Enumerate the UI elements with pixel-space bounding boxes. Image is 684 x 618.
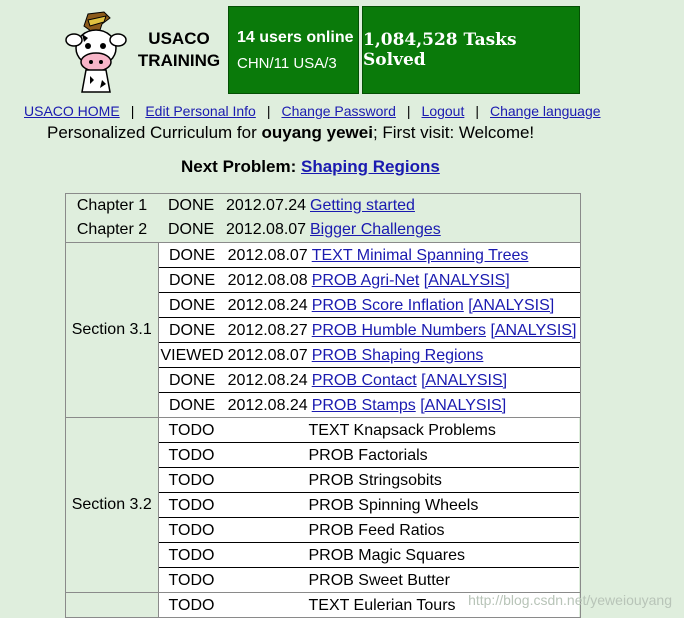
problem-row: [159, 468, 579, 493]
problem-date: 2012.08.24: [227, 296, 308, 314]
title-line-training: TRAINING: [137, 51, 221, 70]
problem-title: PROB Sweet Butter: [308, 571, 450, 589]
problem-title-link[interactable]: PROB Shaping Regions: [311, 346, 484, 364]
problem-title-cell: [312, 293, 581, 318]
problem-title-cell: [312, 368, 581, 393]
welcome-line: [47, 123, 534, 143]
problem-status: TODO: [168, 496, 215, 514]
problem-title-cell: [312, 268, 581, 293]
problem-row: [159, 418, 579, 443]
chapter-title-link[interactable]: Getting started: [310, 197, 415, 214]
problem-list: [159, 418, 579, 592]
problem-row: [159, 568, 579, 593]
problem-status: VIEWED: [160, 346, 224, 364]
problem-title-cell: [309, 443, 579, 468]
problem-status: DONE: [168, 246, 216, 264]
problem-title-cell: [312, 243, 581, 268]
problem-status: TODO: [168, 446, 215, 464]
problem-row: [159, 493, 579, 518]
users-online-box: [228, 6, 359, 94]
training-title: [136, 28, 222, 72]
problem-title-cell: [309, 568, 579, 593]
nav-change-language-link[interactable]: Change language: [490, 103, 601, 119]
welcome-username: ouyang yewei: [261, 123, 373, 142]
analysis-link[interactable]: [ANALYSIS]: [490, 321, 577, 339]
problem-status: TODO: [168, 571, 215, 589]
problem-title-cell: [312, 393, 581, 418]
problem-date: 2012.08.24: [227, 396, 308, 414]
curriculum-table: [65, 193, 581, 618]
nav-bar: [24, 103, 601, 119]
problem-date: [227, 443, 309, 468]
problem-row: [159, 543, 579, 568]
problem-date: [227, 518, 309, 543]
section-name: [66, 593, 159, 618]
problem-title-link[interactable]: PROB Agri-Net: [311, 271, 420, 289]
problem-date: [227, 568, 309, 593]
problem-date: 2012.08.07: [227, 346, 308, 364]
nav-usaco-home-link[interactable]: USACO HOME: [24, 103, 120, 119]
section-name: Section 3.2: [66, 418, 159, 593]
problem-status: TODO: [168, 421, 215, 439]
chapter-row: [66, 194, 581, 219]
next-problem: [181, 157, 440, 177]
chapter-info: [158, 218, 581, 243]
problem-status: DONE: [168, 271, 216, 289]
problem-title: TEXT Eulerian Tours: [308, 596, 456, 614]
problem-row: [159, 343, 581, 368]
problem-title-link[interactable]: PROB Contact: [311, 371, 417, 389]
section-name: Section 3.1: [66, 243, 159, 418]
problem-row: [159, 518, 579, 543]
chapter-name: Chapter 1: [76, 197, 148, 214]
problem-status: TODO: [168, 521, 215, 539]
problem-title: PROB Spinning Wheels: [308, 496, 479, 514]
problem-title-cell: [309, 468, 579, 493]
analysis-link[interactable]: [ANALYSIS]: [420, 396, 507, 414]
nav-separator: |: [475, 103, 479, 119]
problem-title-link[interactable]: PROB Score Inflation: [311, 296, 464, 314]
nav-separator: |: [406, 103, 411, 119]
chapter-title-link[interactable]: Bigger Challenges: [310, 221, 441, 238]
problem-status: TODO: [168, 471, 215, 489]
section-row: [66, 243, 581, 418]
problem-date: [227, 543, 309, 568]
analysis-link[interactable]: [ANALYSIS]: [468, 296, 555, 314]
welcome-suffix: ; First visit: Welcome!: [372, 123, 535, 142]
chapter-date: 2012.07.24: [226, 197, 307, 214]
usaco-cow-logo: [58, 10, 134, 96]
problem-title-cell: [309, 543, 579, 568]
problem-row: [159, 243, 581, 268]
chapter-status: DONE: [168, 197, 215, 214]
problem-status: DONE: [168, 371, 216, 389]
next-problem-label: Next Problem:: [181, 157, 297, 176]
watermark: http://blog.csdn.net/yeweiouyang: [468, 592, 672, 608]
problem-title-link[interactable]: PROB Stamps: [311, 396, 416, 414]
problem-date: [227, 418, 309, 443]
nav-logout-link[interactable]: Logout: [421, 103, 465, 119]
problem-row: [159, 368, 581, 393]
analysis-link[interactable]: [ANALYSIS]: [423, 271, 510, 289]
problem-row: [159, 318, 581, 343]
tasks-solved-box: [362, 6, 580, 94]
section-row: [66, 418, 581, 593]
analysis-link[interactable]: [ANALYSIS]: [421, 371, 508, 389]
problem-date: 2012.08.27: [227, 321, 308, 339]
problem-title: PROB Feed Ratios: [308, 521, 445, 539]
problem-date: [227, 593, 309, 617]
problem-status: DONE: [168, 396, 216, 414]
problem-title: PROB Magic Squares: [308, 546, 466, 564]
problem-row: [159, 293, 581, 318]
section-problems: [158, 418, 581, 593]
problem-date: [227, 468, 309, 493]
problem-date: 2012.08.24: [227, 371, 308, 389]
problem-status: TODO: [168, 546, 215, 564]
chapter-status: DONE: [168, 221, 215, 238]
tasks-solved-text: 1,084,528 Tasks Solved: [363, 30, 517, 70]
problem-title: PROB Factorials: [308, 446, 428, 464]
problem-date: [227, 493, 309, 518]
problem-status: DONE: [168, 296, 216, 314]
nav-separator: |: [266, 103, 271, 119]
chapter-row: [66, 218, 581, 243]
problem-title: PROB Stringsobits: [308, 471, 442, 489]
section-problems: [158, 243, 581, 418]
problem-date: 2012.08.08: [227, 271, 308, 289]
problem-list: [159, 243, 581, 417]
nav-change-password-link[interactable]: Change Password: [281, 103, 396, 119]
problem-title-link[interactable]: TEXT Minimal Spanning Trees: [311, 246, 529, 264]
problem-title-cell: [312, 318, 581, 343]
problem-title-cell: [309, 493, 579, 518]
problem-row: [159, 268, 581, 293]
nav-edit-personal-info-link[interactable]: Edit Personal Info: [145, 103, 256, 119]
problem-date: 2012.08.07: [227, 246, 308, 264]
users-online-count: 14 users online: [237, 29, 354, 46]
next-problem-link[interactable]: Shaping Regions: [300, 157, 440, 176]
problem-title-link[interactable]: PROB Humble Numbers: [311, 321, 486, 339]
problem-row: [159, 443, 579, 468]
problem-row: [159, 393, 581, 418]
problem-status: DONE: [168, 321, 216, 339]
users-online-countries: CHN/11 USA/3: [237, 55, 337, 72]
nav-separator: |: [130, 103, 135, 119]
problem-status: TODO: [168, 596, 215, 614]
problem-title-cell: [309, 518, 579, 543]
chapter-date: 2012.08.07: [226, 221, 307, 238]
chapter-info: [158, 194, 581, 219]
title-line-usaco: USACO: [148, 29, 210, 48]
problem-title-cell: [312, 343, 581, 368]
chapter-name: Chapter 2: [76, 221, 148, 238]
problem-title-cell: [309, 418, 579, 443]
problem-title: TEXT Knapsack Problems: [308, 421, 496, 439]
welcome-prefix: Personalized Curriculum for: [47, 123, 262, 142]
